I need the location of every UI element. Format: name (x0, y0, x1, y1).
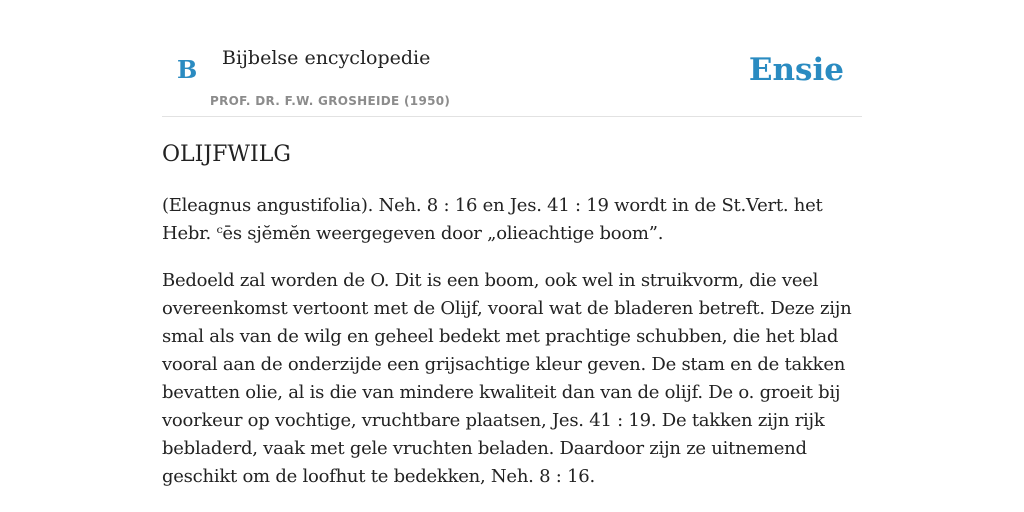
article-paragraph: Bedoeld zal worden de O. Dit is een boom, ook wel in struikvorm, die veel overeenkomst vertoont met de Olijf, vooral wat de bladeren betreft. Deze zijn smal als van de wilg en geheel bedekt met prachtige schubben, die het blad vooral aan de onderzijde een grijsachtige kleur geven. De stam en de takken bevatten olie, al is die van mindere kwaliteit dan van de olijf. De o. groeit bij voorkeur op vochtige, vruchtbare plaatsen, Jes. 41 : 19. De takken zijn rijk bebladerd, vaak met gele vruchten beladen. Daardoor zijn ze uitnemend geschikt om de loofhut te bedekken, Neh. 8 : 16. (162, 270, 852, 487)
encyclopedia-title-link[interactable]: Bijbelse encyclopedie (222, 47, 431, 69)
article-paragraph: (Eleagnus angustifolia). Neh. 8 : 16 en Jes. 41 : 19 wordt in de St.Vert. het Hebr. ᶜēs sjĕmĕn weergegeven door „olieachtige boom”. (162, 195, 823, 244)
article (162, 140, 862, 510)
encyclopedia-author: PROF. DR. F.W. GROSHEIDE (1950) (210, 94, 451, 108)
ensie-logo-link[interactable]: Ensie (748, 52, 844, 88)
article-body (162, 192, 862, 491)
encyclopedia-logo-letter[interactable]: B (177, 55, 198, 84)
article-title: OLIJFWILG (162, 142, 291, 167)
encyclopedia-header (162, 0, 862, 117)
